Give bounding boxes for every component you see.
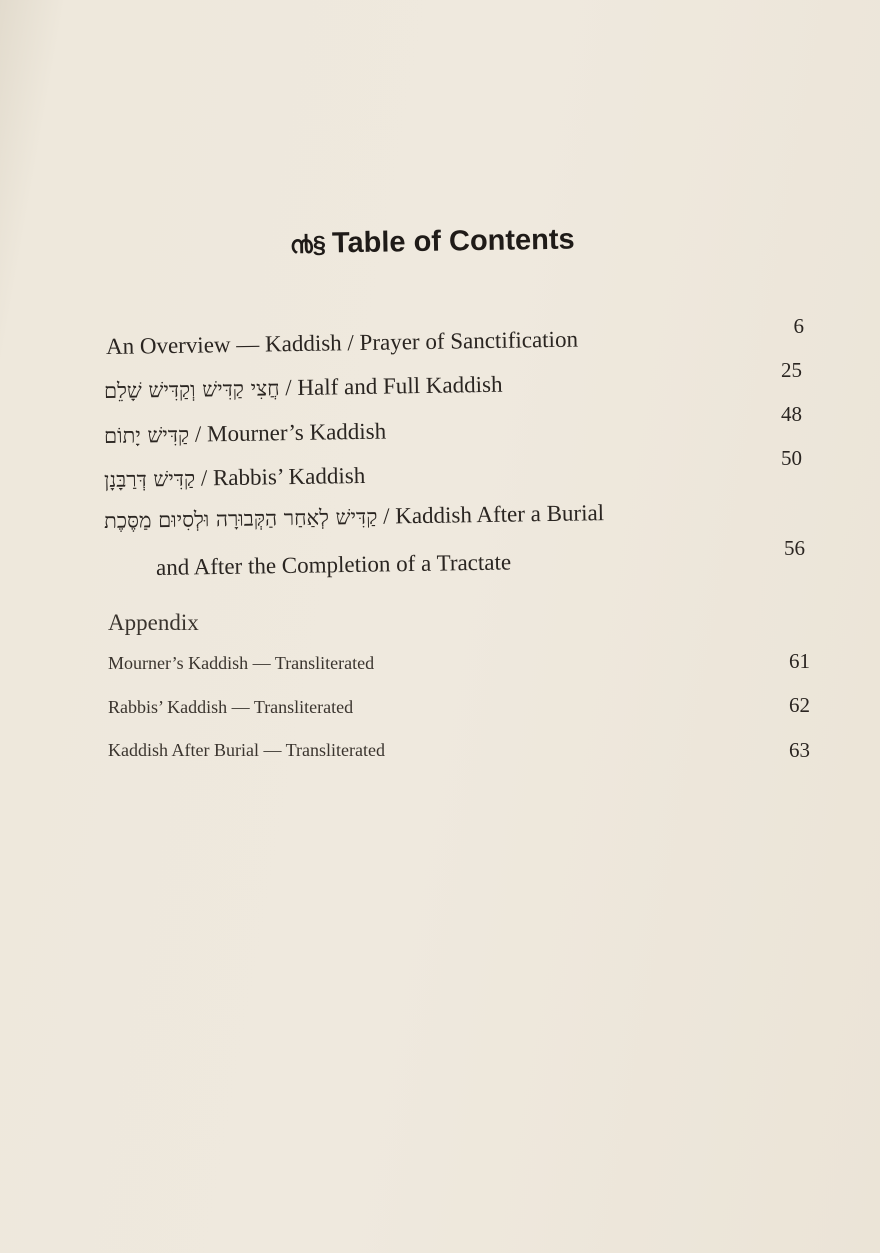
- toc-entry-kaddish-after-burial[interactable]: [104, 500, 605, 534]
- toc-entry-hebrew: חֲצִי קַדִּישׁ וְקַדִּישׁ שָׁלֵם: [103, 376, 280, 403]
- toc-entry-hebrew: קַדִּישׁ לְאַחַר הַקְּבוּרָה וּלְסִיוּם מַסֶּכֶת: [103, 504, 378, 533]
- appendix-entry-rabbis[interactable]: Rabbis’ Kaddish — Transliterated: [108, 697, 354, 717]
- appendix-heading: Appendix: [108, 610, 199, 635]
- toc-entry-overview[interactable]: [106, 327, 578, 360]
- toc-entry-label: An Overview — Kaddish / Prayer of Sanctification: [105, 326, 579, 359]
- toc-entry-hebrew: קַדִּישׁ יָתוֹם: [103, 422, 190, 448]
- title-text: Table of Contents: [331, 223, 575, 260]
- toc-entry-continuation[interactable]: [156, 549, 512, 581]
- toc-entry-half-full-kaddish[interactable]: [104, 372, 503, 404]
- toc-entry-label: / Half and Full Kaddish: [279, 371, 503, 401]
- toc-entry-label: / Mourner’s Kaddish: [188, 418, 387, 447]
- toc-page-number: 50: [781, 446, 802, 470]
- toc-page-number: 25: [781, 358, 802, 382]
- toc-entry-label: / Rabbis’ Kaddish: [194, 462, 366, 491]
- toc-page-number: 6: [793, 314, 804, 338]
- appendix-entry-mourners[interactable]: Mourner’s Kaddish — Transliterated: [108, 653, 375, 673]
- appendix-page-number: 61: [789, 649, 810, 673]
- appendix-entry-burial[interactable]: Kaddish After Burial — Transliterated: [108, 740, 385, 760]
- toc-page-number: 56: [784, 536, 805, 560]
- toc-entry-rabbis-kaddish[interactable]: [104, 463, 366, 493]
- ornament-icon: ൯§: [289, 231, 327, 259]
- toc-entry-label: and After the Completion of a Tractate: [155, 549, 512, 580]
- appendix-page-number: 63: [789, 738, 810, 762]
- toc-page-number: 48: [781, 402, 802, 426]
- toc-entry-hebrew: קַדִּישׁ דְּרַבָּנָן: [103, 466, 196, 492]
- toc-entry-label: / Kaddish After a Burial: [377, 500, 605, 529]
- toc-entry-mourners-kaddish[interactable]: [104, 419, 387, 449]
- appendix-page-number: 62: [789, 693, 810, 717]
